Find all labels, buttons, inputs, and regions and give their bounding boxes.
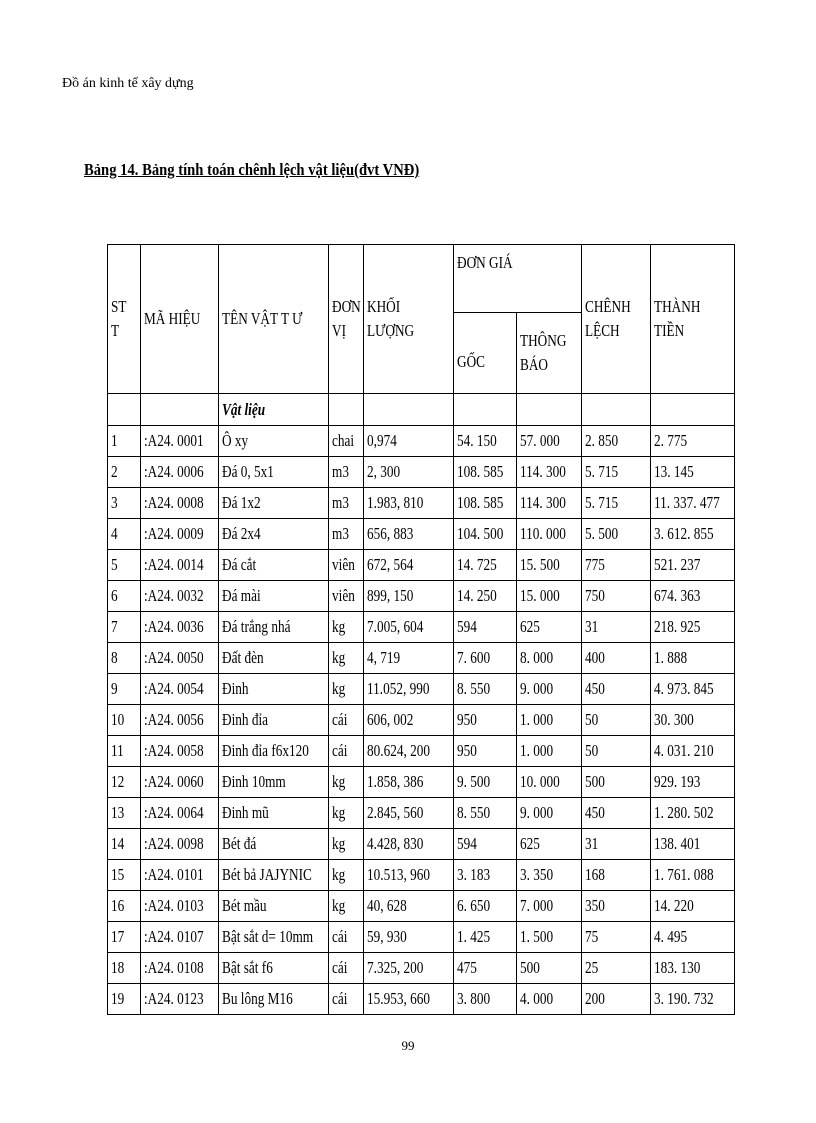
cell-goc: 594 [453, 612, 516, 643]
cell-tb: 1. 000 [517, 705, 582, 736]
header-stt: ST T [108, 245, 141, 394]
cell-cl: 31 [581, 829, 650, 860]
cell-kl: 656, 883 [364, 519, 454, 550]
cell-ten: Đá cắt [218, 550, 329, 581]
cell-ma: :A24. 0001 [140, 426, 218, 457]
cell-dv: cái [329, 984, 364, 1015]
cell-goc: 950 [453, 705, 516, 736]
cell-dv: kg [329, 860, 364, 891]
cell-tb: 625 [517, 829, 582, 860]
group-label: Vật liệu [218, 394, 329, 426]
cell-cl: 31 [581, 612, 650, 643]
cell-cl: 350 [581, 891, 650, 922]
cell-ten: Đá mài [218, 581, 329, 612]
cell-tb: 7. 000 [517, 891, 582, 922]
cell-dv: m3 [329, 488, 364, 519]
table-row [108, 457, 735, 488]
header-don-vi: ĐƠN VỊ [329, 245, 364, 394]
cell-stt: 17 [108, 922, 141, 953]
cell-dv: kg [329, 643, 364, 674]
cell-stt: 5 [108, 550, 141, 581]
cell-dv: kg [329, 767, 364, 798]
cell-kl: 2.845, 560 [364, 798, 454, 829]
table-row [108, 612, 735, 643]
cell-stt: 1 [108, 426, 141, 457]
table-row [108, 519, 735, 550]
cell-cl: 75 [581, 922, 650, 953]
cell-goc: 14. 250 [453, 581, 516, 612]
cell-stt: 2 [108, 457, 141, 488]
cell-dv: kg [329, 829, 364, 860]
cell-goc: 6. 650 [453, 891, 516, 922]
cell-goc: 9. 500 [453, 767, 516, 798]
cell-tt: 11. 337. 477 [650, 488, 734, 519]
table-row [108, 426, 735, 457]
cell-tt: 13. 145 [650, 457, 734, 488]
cell-tb: 15. 500 [517, 550, 582, 581]
cell-cl: 450 [581, 674, 650, 705]
cell-tb: 4. 000 [517, 984, 582, 1015]
cell-goc: 108. 585 [453, 457, 516, 488]
cell-tt: 3. 612. 855 [650, 519, 734, 550]
cell-kl: 4.428, 830 [364, 829, 454, 860]
cell-ten: Đinh [218, 674, 329, 705]
cell-stt: 14 [108, 829, 141, 860]
cell-dv: m3 [329, 519, 364, 550]
header-ten-vat-tu: TÊN VẬT T Ư [218, 245, 329, 394]
cell-ten: Đinh 10mm [218, 767, 329, 798]
cell-tt: 521. 237 [650, 550, 734, 581]
cell-goc: 950 [453, 736, 516, 767]
material-price-difference-table [107, 244, 735, 1015]
cell-cl: 400 [581, 643, 650, 674]
cell-cl: 2. 850 [581, 426, 650, 457]
cell-goc: 54. 150 [453, 426, 516, 457]
cell-dv: cái [329, 922, 364, 953]
cell-ten: Ô xy [218, 426, 329, 457]
cell-tb: 15. 000 [517, 581, 582, 612]
cell-dv: viên [329, 550, 364, 581]
cell-tt: 1. 280. 502 [650, 798, 734, 829]
cell-goc: 7. 600 [453, 643, 516, 674]
table-row [108, 705, 735, 736]
cell-dv: m3 [329, 457, 364, 488]
cell-goc: 3. 800 [453, 984, 516, 1015]
page-number: 99 [401, 1038, 415, 1053]
cell-tt: 1. 761. 088 [650, 860, 734, 891]
cell-ma: :A24. 0056 [140, 705, 218, 736]
header-thong-bao: THÔNG BÁO [517, 313, 582, 394]
table-row [108, 674, 735, 705]
cell-tt: 929. 193 [650, 767, 734, 798]
cell-tb: 1. 500 [517, 922, 582, 953]
cell-tb: 3. 350 [517, 860, 582, 891]
cell-goc: 475 [453, 953, 516, 984]
cell-tb: 625 [517, 612, 582, 643]
cell-cl: 775 [581, 550, 650, 581]
cell-tb: 114. 300 [517, 488, 582, 519]
header-ma-hieu: MÃ HIỆU [140, 245, 218, 394]
cell-kl: 4, 719 [364, 643, 454, 674]
cell-ma: :A24. 0101 [140, 860, 218, 891]
cell-tt: 3. 190. 732 [650, 984, 734, 1015]
header-chenh-lech: CHÊNH LỆCH [581, 245, 650, 394]
cell-tt: 674. 363 [650, 581, 734, 612]
cell-stt: 3 [108, 488, 141, 519]
cell-ma: :A24. 0032 [140, 581, 218, 612]
table-row [108, 550, 735, 581]
cell-goc: 8. 550 [453, 674, 516, 705]
cell-dv: kg [329, 891, 364, 922]
cell-stt: 10 [108, 705, 141, 736]
cell-dv: cái [329, 953, 364, 984]
cell-tt: 183. 130 [650, 953, 734, 984]
header-thanh-tien: THÀNH TIỀN [650, 245, 734, 394]
cell-dv: kg [329, 798, 364, 829]
cell-kl: 1.983, 810 [364, 488, 454, 519]
cell-ma: :A24. 0060 [140, 767, 218, 798]
cell-stt: 6 [108, 581, 141, 612]
cell-stt: 18 [108, 953, 141, 984]
cell-kl: 10.513, 960 [364, 860, 454, 891]
cell-kl: 7.005, 604 [364, 612, 454, 643]
cell-kl: 0,974 [364, 426, 454, 457]
cell-ma: :A24. 0123 [140, 984, 218, 1015]
cell-cl: 450 [581, 798, 650, 829]
cell-ten: Bật sắt d= 10mm [218, 922, 329, 953]
cell-ten: Bu lông M16 [218, 984, 329, 1015]
cell-tb: 9. 000 [517, 674, 582, 705]
cell-goc: 3. 183 [453, 860, 516, 891]
cell-goc: 594 [453, 829, 516, 860]
cell-ma: :A24. 0009 [140, 519, 218, 550]
table-row [108, 891, 735, 922]
cell-kl: 672, 564 [364, 550, 454, 581]
cell-stt: 8 [108, 643, 141, 674]
cell-tb: 9. 000 [517, 798, 582, 829]
cell-ten: Bét mầu [218, 891, 329, 922]
cell-kl: 899, 150 [364, 581, 454, 612]
cell-goc: 14. 725 [453, 550, 516, 581]
cell-tt: 218. 925 [650, 612, 734, 643]
cell-tb: 114. 300 [517, 457, 582, 488]
table-row [108, 984, 735, 1015]
cell-ma: :A24. 0103 [140, 891, 218, 922]
cell-cl: 50 [581, 705, 650, 736]
table-row [108, 767, 735, 798]
cell-cl: 200 [581, 984, 650, 1015]
cell-stt: 12 [108, 767, 141, 798]
cell-ten: Đá trắng nhá [218, 612, 329, 643]
header-goc: GỐC [453, 313, 516, 394]
cell-tt: 2. 775 [650, 426, 734, 457]
cell-stt: 11 [108, 736, 141, 767]
cell-cl: 50 [581, 736, 650, 767]
cell-tt: 4. 495 [650, 922, 734, 953]
cell-stt: 13 [108, 798, 141, 829]
cell-tb: 8. 000 [517, 643, 582, 674]
table-row [108, 488, 735, 519]
cell-cl: 25 [581, 953, 650, 984]
cell-ten: Đá 1x2 [218, 488, 329, 519]
cell-dv: viên [329, 581, 364, 612]
table-row [108, 953, 735, 984]
cell-ma: :A24. 0064 [140, 798, 218, 829]
cell-tt: 4. 031. 210 [650, 736, 734, 767]
cell-stt: 19 [108, 984, 141, 1015]
cell-tb: 110. 000 [517, 519, 582, 550]
cell-ma: :A24. 0108 [140, 953, 218, 984]
table-row [108, 829, 735, 860]
table-caption: Bảng 14. Bảng tính toán chênh lệch vật liệu(đvt VNĐ) [84, 160, 420, 179]
table-row [108, 643, 735, 674]
header-khoi-luong: KHỐI LƯỢNG [364, 245, 454, 394]
cell-ma: :A24. 0036 [140, 612, 218, 643]
cell-kl: 7.325, 200 [364, 953, 454, 984]
cell-goc: 1. 425 [453, 922, 516, 953]
cell-stt: 15 [108, 860, 141, 891]
cell-ten: Bật sắt f6 [218, 953, 329, 984]
cell-tt: 1. 888 [650, 643, 734, 674]
cell-dv: cái [329, 736, 364, 767]
table-row [108, 860, 735, 891]
cell-cl: 5. 715 [581, 488, 650, 519]
cell-cl: 750 [581, 581, 650, 612]
table-row [108, 736, 735, 767]
cell-ma: :A24. 0008 [140, 488, 218, 519]
cell-kl: 40, 628 [364, 891, 454, 922]
header-don-gia: ĐƠN GIÁ [453, 245, 581, 313]
cell-kl: 2, 300 [364, 457, 454, 488]
cell-cl: 5. 500 [581, 519, 650, 550]
document-header: Đồ án kinh tế xây dựng [62, 76, 194, 91]
cell-kl: 1.858, 386 [364, 767, 454, 798]
cell-dv: chai [329, 426, 364, 457]
cell-tb: 57. 000 [517, 426, 582, 457]
cell-ma: :A24. 0098 [140, 829, 218, 860]
cell-stt: 7 [108, 612, 141, 643]
cell-kl: 80.624, 200 [364, 736, 454, 767]
cell-ma: :A24. 0006 [140, 457, 218, 488]
cell-dv: cái [329, 705, 364, 736]
table-row [108, 922, 735, 953]
cell-dv: kg [329, 612, 364, 643]
cell-kl: 606, 002 [364, 705, 454, 736]
cell-goc: 108. 585 [453, 488, 516, 519]
cell-ten: Đất đèn [218, 643, 329, 674]
cell-cl: 5. 715 [581, 457, 650, 488]
cell-tt: 14. 220 [650, 891, 734, 922]
cell-ten: Đá 2x4 [218, 519, 329, 550]
cell-ten: Đá 0, 5x1 [218, 457, 329, 488]
cell-ten: Đinh đỉa f6x120 [218, 736, 329, 767]
cell-ten: Bét bả JAJYNIC [218, 860, 329, 891]
cell-stt: 9 [108, 674, 141, 705]
cell-ten: Đinh mũ [218, 798, 329, 829]
cell-stt: 16 [108, 891, 141, 922]
cell-tb: 10. 000 [517, 767, 582, 798]
cell-cl: 500 [581, 767, 650, 798]
cell-ten: Bét đá [218, 829, 329, 860]
cell-goc: 8. 550 [453, 798, 516, 829]
table-row [108, 581, 735, 612]
cell-tt: 30. 300 [650, 705, 734, 736]
cell-ma: :A24. 0054 [140, 674, 218, 705]
cell-tb: 500 [517, 953, 582, 984]
cell-ma: :A24. 0014 [140, 550, 218, 581]
cell-kl: 11.052, 990 [364, 674, 454, 705]
cell-ten: Đinh đỉa [218, 705, 329, 736]
table-row [108, 798, 735, 829]
cell-ma: :A24. 0050 [140, 643, 218, 674]
cell-tt: 138. 401 [650, 829, 734, 860]
cell-ma: :A24. 0058 [140, 736, 218, 767]
cell-stt: 4 [108, 519, 141, 550]
cell-tt: 4. 973. 845 [650, 674, 734, 705]
group-row [108, 394, 735, 426]
cell-kl: 59, 930 [364, 922, 454, 953]
cell-tb: 1. 000 [517, 736, 582, 767]
cell-goc: 104. 500 [453, 519, 516, 550]
cell-dv: kg [329, 674, 364, 705]
cell-kl: 15.953, 660 [364, 984, 454, 1015]
cell-cl: 168 [581, 860, 650, 891]
cell-ma: :A24. 0107 [140, 922, 218, 953]
